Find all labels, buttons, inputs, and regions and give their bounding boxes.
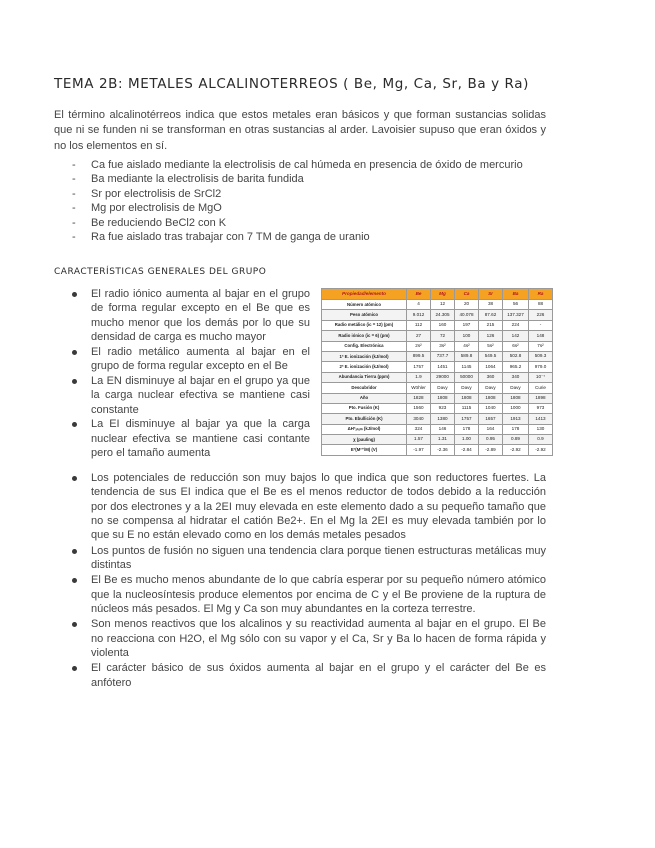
table-cell: 224 [503, 320, 529, 330]
table-header-cell: Ba [503, 289, 529, 300]
table-cell: -2.92 [529, 445, 553, 456]
table-cell: 146 [431, 424, 455, 434]
table-cell: 27 [407, 331, 431, 341]
table-row [322, 403, 553, 413]
bullet-icon [72, 422, 77, 427]
table-row [322, 435, 553, 445]
table-cell: 1657 [479, 414, 503, 424]
table-header-cell: Mg [431, 289, 455, 300]
table-cell: 160 [431, 320, 455, 330]
table-cell: 1413 [529, 414, 553, 424]
list-item: La EI disminuye al bajar ya que la carga nuclear efectiva se mantiene casi contante pero el tamaño aumenta [54, 417, 310, 460]
bullet-icon [72, 666, 77, 671]
bullet-icon [72, 292, 77, 297]
table-header [322, 289, 553, 300]
table-cell: 6s² [503, 341, 529, 351]
table-cell: -1.97 [407, 445, 431, 456]
table-cell: -2.84 [455, 445, 479, 456]
property-name-cell: Año [322, 393, 407, 403]
table-cell: -2.89 [479, 445, 503, 456]
properties-list-narrow [54, 287, 310, 461]
table-cell: 56 [503, 300, 529, 310]
list-item: - Sr por electrolisis de SrCl2 [72, 187, 222, 200]
table-header-cell: Ca [455, 289, 479, 300]
table-cell: 20 [455, 300, 479, 310]
list-item: La EN disminuye al bajar en el grupo ya que la carga nuclear efectiva se mantiene casi constante [54, 374, 310, 417]
table-cell: 1451 [431, 362, 455, 372]
properties-table [321, 288, 553, 456]
table-body [322, 300, 553, 456]
table-cell: 38 [479, 300, 503, 310]
table-cell: 1115 [455, 403, 479, 413]
table-cell: 1808 [455, 393, 479, 403]
table-row [322, 331, 553, 341]
list-item: - Be reduciendo BeCl2 con K [72, 216, 227, 229]
table-header-cell: Be [407, 289, 431, 300]
table-cell: 1.9 [407, 372, 431, 382]
table-cell: Curie [529, 383, 553, 393]
table-row [322, 351, 553, 361]
list-item: - Ca fue aislado mediante la electrolisis de cal húmeda en presencia de óxido de mercurio [72, 159, 523, 171]
property-name-cell: 1ª E. ionización (kJ/mol) [322, 351, 407, 361]
table-cell: 0.89 [503, 435, 529, 445]
table-cell: 7s² [529, 341, 553, 351]
table-cell: 1.57 [407, 435, 431, 445]
table-cell: 737.7 [431, 351, 455, 361]
table-cell: 1757 [455, 414, 479, 424]
section-heading: CARACTERÍSTICAS GENERALES DEL GRUPO [54, 267, 267, 277]
table-cell: 24.305 [431, 310, 455, 320]
property-name-cell: Radio metálico (ic = 12) (pm) [322, 320, 407, 330]
property-name-cell: Peso atómico [322, 310, 407, 320]
table-cell: 87.62 [479, 310, 503, 320]
table-cell: 1808 [503, 393, 529, 403]
table-row [322, 445, 553, 456]
table-cell: 29000 [431, 372, 455, 382]
table-cell: 142 [503, 331, 529, 341]
table-cell: -2.36 [431, 445, 455, 456]
table-cell: 178 [503, 424, 529, 434]
property-name-cell: Número atómico [322, 300, 407, 310]
properties-table-image [321, 288, 552, 456]
table-row [322, 341, 553, 351]
property-name-cell: 2ª E. ionización (kJ/mol) [322, 362, 407, 372]
table-cell: 2s² [407, 341, 431, 351]
table-cell: 360 [479, 372, 503, 382]
table-cell: 1064 [479, 362, 503, 372]
dash-marker: - [72, 202, 76, 215]
property-name-cell: Radio iónico (ic = 6) (pm) [322, 331, 407, 341]
list-item: Los potenciales de reducción son muy bajos lo que indica que son reductores fuertes. La tendencia de sus EI indica que el Be es el menos reductor de todos debido a la reducción por dos electrones y a la 2EI muy elevada en este elemento dado a su pequeño tamaño que no se compensa al hidratar el catión Be2+. En el Mg la 2EI es muy elevada también por lo que su E no están elevado como en los demás metales pesados [54, 471, 546, 542]
dash-marker: - [72, 187, 76, 200]
table-cell: 0.9 [529, 435, 553, 445]
property-name-cell: Pto. Fusión (K) [322, 403, 407, 413]
list-item: El Be es mucho menos abundante de lo que cabría esperar por su pequeño número atómico que la nucleosíntesis produce elementos por encima de C y el Be proviene de la ruptura de núcleos más pesados. El Mg y Ca son muy abundantes en la corteza terrestre. [54, 573, 546, 616]
bullet-icon [72, 379, 77, 384]
bullet-icon [72, 578, 77, 583]
property-name-cell: Eº(M²⁺/M) (V) [322, 445, 407, 456]
table-cell: 1808 [479, 393, 503, 403]
table-cell: 1040 [479, 403, 503, 413]
table-cell: 1.00 [455, 435, 479, 445]
table-cell: Wöhler [407, 383, 431, 393]
table-cell: 12 [431, 300, 455, 310]
table-cell: 1913 [503, 414, 529, 424]
dash-marker: - [72, 173, 76, 186]
table-cell: 1828 [407, 393, 431, 403]
property-name-cell: ΔHºₐₜₒₘ (kJ/mol) [322, 424, 407, 434]
table-cell: 4s² [455, 341, 479, 351]
table-cell: 923 [431, 403, 455, 413]
table-header-row [322, 289, 553, 300]
isolation-history-list [54, 158, 546, 244]
list-item: - Ra fue aislado tras trabajar con 7 TM de ganga de uranio [72, 230, 370, 243]
table-cell: 112 [407, 320, 431, 330]
table-cell: 226 [529, 310, 553, 320]
table-cell: 1.31 [431, 435, 455, 445]
list-item: Son menos reactivos que los alcalinos y su reactividad aumenta al bajar en el grupo. El Be no reacciona con H2O, el Mg sólo con su vapor y el Ca, Sr y Ba lo hacen de forma rápida y violenta [54, 617, 546, 660]
table-cell: 979.0 [529, 362, 553, 372]
table-cell: 509.3 [529, 351, 553, 361]
table-cell: 88 [529, 300, 553, 310]
table-cell: 965.2 [503, 362, 529, 372]
page-title: TEMA 2B: METALES ALCALINOTERREOS ( Be, Mg, Ca, Sr, Ba y Ra) [54, 76, 529, 92]
table-cell: 502.8 [503, 351, 529, 361]
list-item: El carácter básico de sus óxidos aumenta al bajar en el grupo y el carácter del Be es anfótero [54, 661, 546, 690]
table-cell: 5s² [479, 341, 503, 351]
table-header-cell: Sr [479, 289, 503, 300]
table-cell: 72 [431, 331, 455, 341]
table-cell: 215 [479, 320, 503, 330]
table-cell: 50000 [455, 372, 479, 382]
bullet-icon [72, 549, 77, 554]
table-cell: 3040 [407, 414, 431, 424]
list-item: El radio metálico aumenta al bajar en el grupo de forma regular excepto en el Be [54, 345, 310, 374]
dash-marker: - [72, 159, 76, 171]
table-cell: Davy [479, 383, 503, 393]
table-cell: 973 [529, 403, 553, 413]
table-cell: Davy [431, 383, 455, 393]
table-cell: 1380 [431, 414, 455, 424]
property-name-cell: Config. Electrónica [322, 341, 407, 351]
table-cell: 137.327 [503, 310, 529, 320]
list-item: - Ba mediante la electrolisis de barita fundida [72, 173, 304, 186]
table-cell: 9.012 [407, 310, 431, 320]
table-header-cell: Ra [529, 289, 553, 300]
property-name-cell: Abundancia Tierra (ppm) [322, 372, 407, 382]
table-cell: 1145 [455, 362, 479, 372]
table-cell: 1000 [503, 403, 529, 413]
bullet-icon [72, 350, 77, 355]
table-row [322, 383, 553, 393]
table-cell: 10⁻⁷ [529, 372, 553, 382]
table-cell: 164 [479, 424, 503, 434]
table-cell: -2.92 [503, 445, 529, 456]
list-item: - Mg por electrolisis de MgO [72, 202, 222, 215]
table-cell: Davy [503, 383, 529, 393]
table-cell: 178 [455, 424, 479, 434]
table-cell: 100 [455, 331, 479, 341]
table-row [322, 300, 553, 310]
bullet-icon [72, 622, 77, 627]
table-row [322, 310, 553, 320]
table-cell: Davy [455, 383, 479, 393]
property-name-cell: Descubridor [322, 383, 407, 393]
intro-paragraph: El término alcalinotérreos indica que estos metales eran básicos y que forman sustancias solidas que ni se funden ni se transforman en otras sustancias al arder. Lavoisier supuso que eran óxidos y no los elementos en sí. [54, 109, 546, 152]
table-cell: 324 [407, 424, 431, 434]
properties-list-wide [54, 471, 546, 691]
table-row [322, 320, 553, 330]
table-row [322, 424, 553, 434]
table-cell: 899.5 [407, 351, 431, 361]
table-row [322, 393, 553, 403]
list-item: Los puntos de fusión no siguen una tendencia clara porque tienen estructuras metálicas muy distintas [54, 544, 546, 573]
table-cell: 197 [455, 320, 479, 330]
table-cell: 148 [529, 331, 553, 341]
table-header-cell: Propiedad/elemento [322, 289, 407, 300]
property-name-cell: χ (pauling) [322, 435, 407, 445]
table-cell: 4 [407, 300, 431, 310]
list-item: El radio iónico aumenta al bajar en el grupo de forma regular excepto en el Be que es mucho menor que los demás por lo que su densidad de carga es mucho mayor [54, 287, 310, 345]
table-cell: 1898 [529, 393, 553, 403]
table-cell: 1808 [431, 393, 455, 403]
table-row [322, 372, 553, 382]
table-row [322, 362, 553, 372]
bullet-icon [72, 476, 77, 481]
table-cell: 1757 [407, 362, 431, 372]
table-cell: 0.95 [479, 435, 503, 445]
dash-marker: - [72, 230, 76, 243]
dash-marker: - [72, 216, 76, 229]
table-cell: 340 [503, 372, 529, 382]
table-cell: 130 [529, 424, 553, 434]
table-cell: 126 [479, 331, 503, 341]
table-cell: 589.8 [455, 351, 479, 361]
table-row [322, 414, 553, 424]
table-cell: - [529, 320, 553, 330]
property-name-cell: Pto. Ebullición (K) [322, 414, 407, 424]
table-cell: 40.078 [455, 310, 479, 320]
table-cell: 549.5 [479, 351, 503, 361]
table-cell: 1560 [407, 403, 431, 413]
table-cell: 3s² [431, 341, 455, 351]
